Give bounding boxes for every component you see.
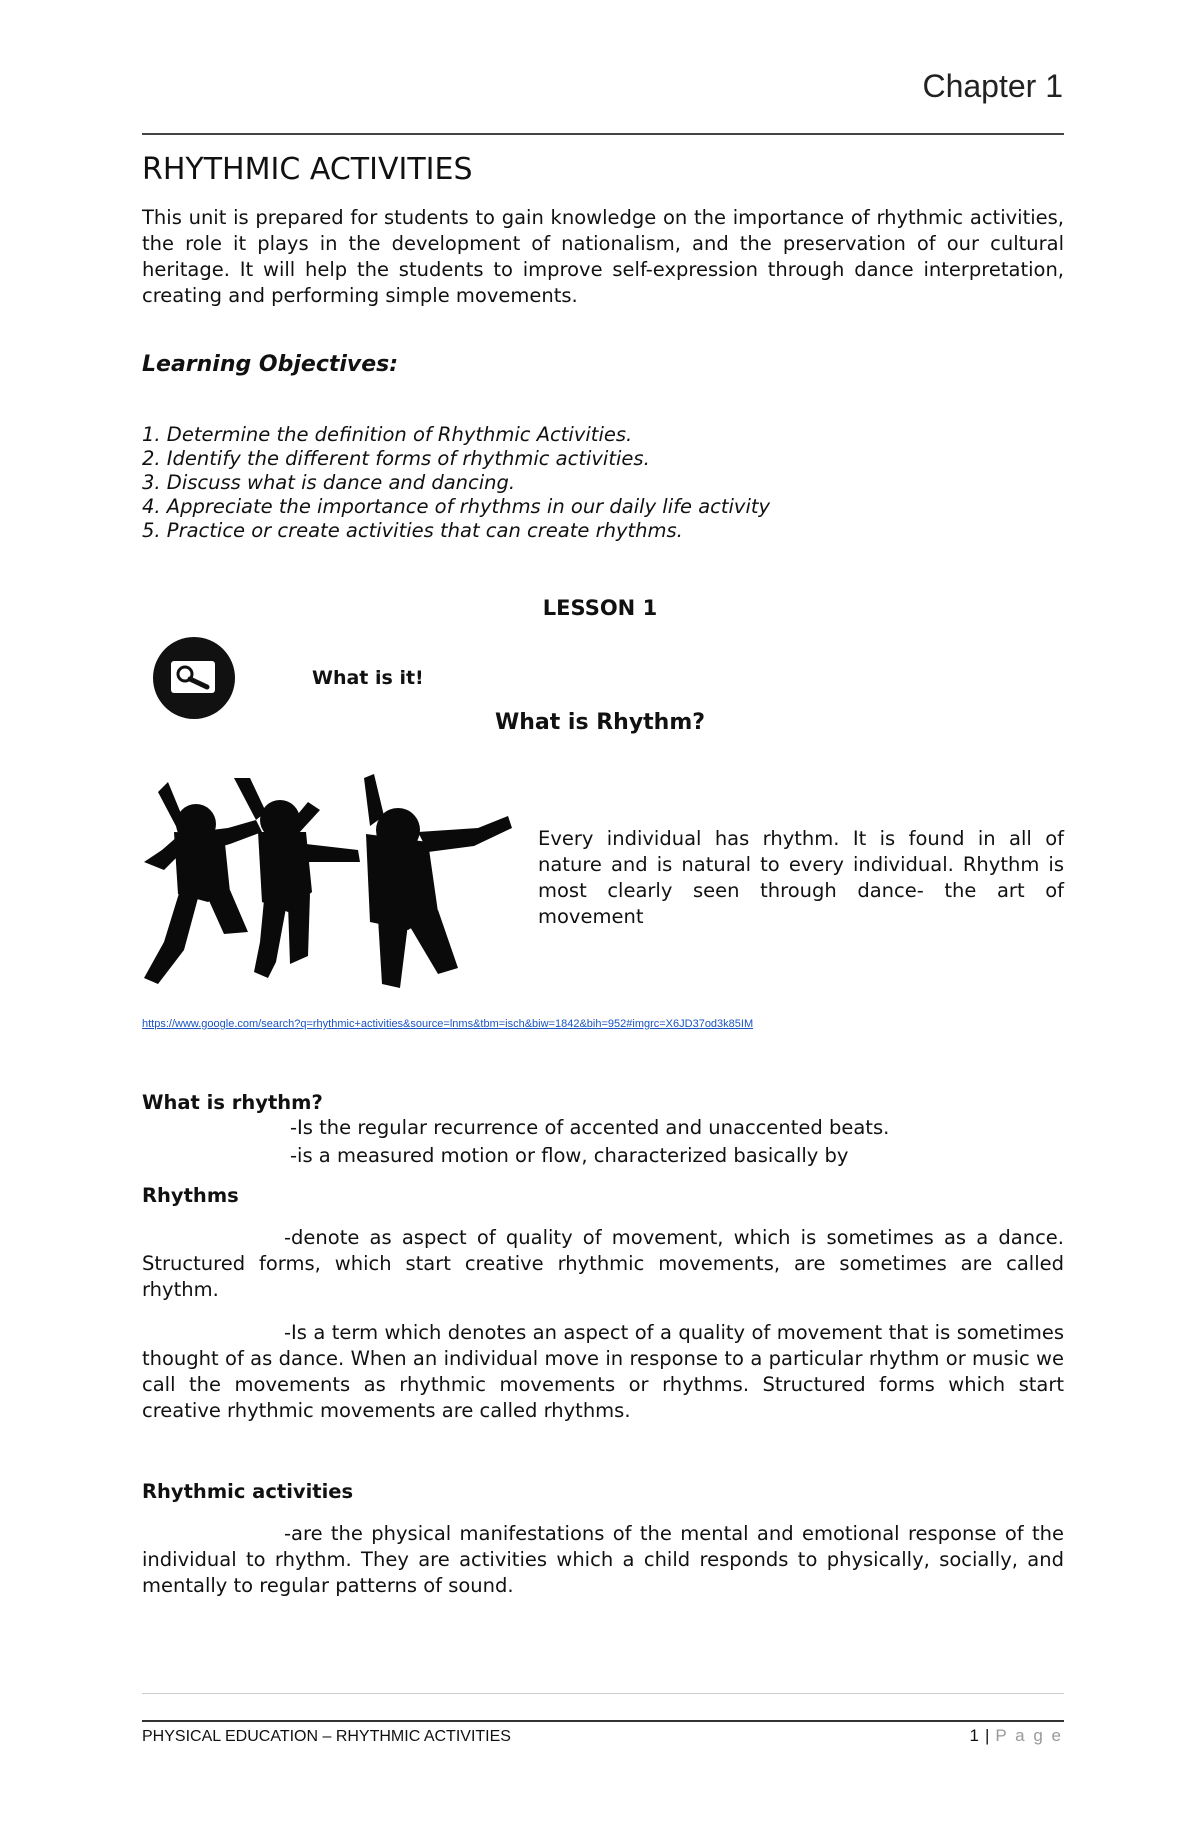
page-label: P a g e <box>995 1726 1063 1745</box>
what-is-it-label: What is it! <box>312 667 424 689</box>
page-separator: | <box>985 1726 990 1745</box>
objectives-heading: Learning Objectives: <box>142 352 399 377</box>
lesson-title: LESSON 1 <box>542 596 658 620</box>
objectives-list <box>142 423 770 543</box>
objective-item: 1. Determine the definition of Rhythmic Activities. <box>142 423 633 446</box>
header-rule <box>142 133 1064 135</box>
image-source-link[interactable]: https://www.google.com/search?q=rhythmic+activities&source=lnms&tbm=isch&biw=1842&bih=952#imgrc=X6JD37od3k85IM <box>142 1018 754 1030</box>
rhythm-description: Every individual has rhythm. It is found in all of nature and is natural to every individual. Rhythm is most clearly seen through dance- the art of movement <box>538 827 1064 928</box>
footer-divider <box>142 1693 1064 1694</box>
rhythms-paragraph: -Is a term which denotes an aspect of a quality of movement that is sometimes thought of as dance. When an individual move in response to a particular rhythm or music we call the movements as rhythmic movements or rhythms. Structured forms which start creative rhythmic movements are called rhythms. <box>142 1321 1064 1422</box>
rhythmic-activities-paragraph: -are the physical manifestations of the mental and emotional response of the individual to rhythm. They are activities which a child responds to physically, socially, and mentally to regular patterns of sound. <box>142 1522 1064 1597</box>
page-number-value: 1 <box>969 1726 979 1745</box>
dancing-children-silhouette <box>138 772 526 1004</box>
objective-item: 3. Discuss what is dance and dancing. <box>142 471 516 494</box>
rhythms-heading: Rhythms <box>142 1184 239 1207</box>
lesson-subtitle: What is Rhythm? <box>494 710 706 735</box>
objective-item: 4. Appreciate the importance of rhythms in our daily life activity <box>142 495 771 518</box>
footer-title: PHYSICAL EDUCATION – RHYTHMIC ACTIVITIES <box>142 1728 511 1745</box>
rhythm-definition-line: -is a measured motion or flow, characterized basically by <box>290 1144 849 1167</box>
magnifier-slide-icon <box>153 637 235 719</box>
page-number <box>970 1726 1063 1746</box>
footer-rule <box>142 1720 1064 1722</box>
rhythm-definition-line: -Is the regular recurrence of accented and unaccented beats. <box>290 1116 890 1139</box>
intro-paragraph: This unit is prepared for students to gain knowledge on the importance of rhythmic activities, the role it plays in the development of nationalism, and the preservation of our cultural heritage. It will help the students to improve self-expression through dance interpretation, creating and performing simple movements. <box>142 206 1064 307</box>
rhythmic-activities-heading: Rhythmic activities <box>142 1480 354 1503</box>
page-title: RHYTHMIC ACTIVITIES <box>142 152 473 187</box>
what-is-rhythm-heading: What is rhythm? <box>142 1091 323 1114</box>
objective-item: 5. Practice or create activities that can create rhythms. <box>142 519 683 542</box>
rhythms-paragraph: -denote as aspect of quality of movement, which is sometimes as a dance. Structured forms, which start creative rhythmic movements, are sometimes are called rhythm. <box>142 1226 1064 1301</box>
objective-item: 2. Identify the different forms of rhythmic activities. <box>142 447 650 470</box>
chapter-heading: Chapter 1 <box>922 68 1063 104</box>
